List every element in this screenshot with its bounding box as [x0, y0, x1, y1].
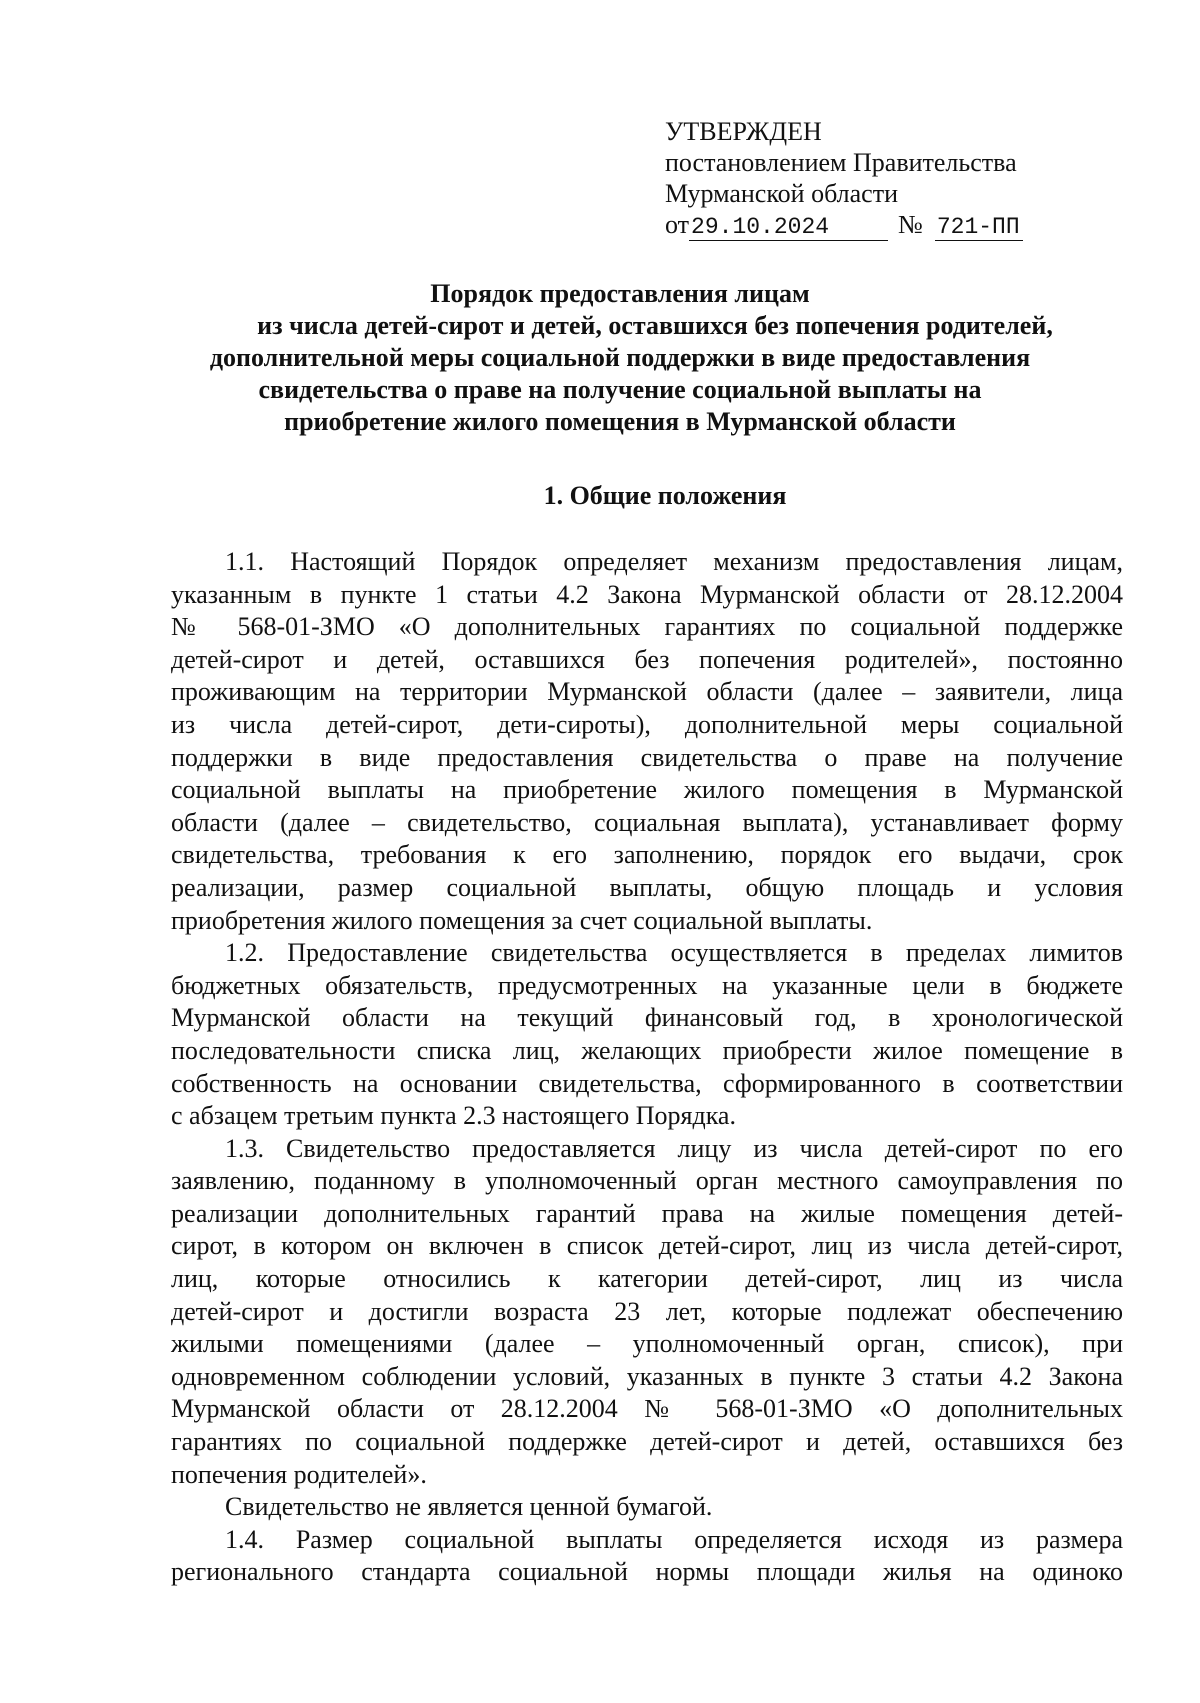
body-line: поддержки в виде предоставления свидетельства о праве на получение	[171, 742, 1123, 772]
body-line: № 568-01-ЗМО «О дополнительных гарантиях по социальной поддержке	[171, 612, 1123, 642]
body-line: из числа детей-сирот, дети-сироты), дополнительной меры социальной	[171, 709, 1123, 739]
approval-date: 29.10.2024	[689, 214, 888, 241]
title-line: из числа детей-сирот и детей, оставшихся без попечения родителей,	[257, 311, 1053, 340]
body-line: проживающим на территории Мурманской области (далее – заявители, лица	[171, 677, 1123, 707]
body-line: 1.1. Настоящий Порядок определяет механизм предоставления лицам,	[225, 547, 1123, 576]
body-line: реализации дополнительных гарантий права на жилые помещения детей-	[171, 1198, 1123, 1228]
approval-date-line	[665, 209, 1085, 241]
body-line: попечения родителей».	[171, 1459, 427, 1489]
body-line: лиц, которые относились к категории детей-сирот, лиц из числа	[171, 1264, 1123, 1294]
body-line: указанным в пункте 1 статьи 4.2 Закона Мурманской области от 28.12.2004	[171, 579, 1123, 609]
document-title	[170, 278, 1070, 438]
approval-heading: УТВЕРЖДЕН	[665, 117, 822, 146]
approval-line-2: Мурманской области	[665, 179, 898, 208]
body-line: сирот, в котором он включен в список детей-сирот, лиц из числа детей-сирот,	[171, 1231, 1123, 1261]
body-line: детей-сирот и достигли возраста 23 лет, которые подлежат обеспечению	[171, 1296, 1123, 1326]
number-sign: №	[898, 210, 923, 239]
title-line: свидетельства о праве на получение социальной выплаты на	[258, 375, 982, 404]
title-line: дополнительной меры социальной поддержки в виде предоставления	[209, 343, 1031, 372]
body-line: заявлению, поданному в уполномоченный орган местного самоуправления по	[171, 1166, 1123, 1196]
body-line: одновременном соблюдении условий, указанных в пункте 3 статьи 4.2 Закона	[171, 1361, 1123, 1391]
body-line: 1.3. Свидетельство предоставляется лицу из числа детей-сирот по его	[225, 1133, 1123, 1163]
body-line: с абзацем третьим пункта 2.3 настоящего Порядка.	[171, 1101, 736, 1131]
approval-line-1: постановлением Правительства	[665, 148, 1017, 177]
body-line: 1.4. Размер социальной выплаты определяется исходя из размера	[225, 1524, 1123, 1554]
approval-number: 721-ПП	[935, 214, 1023, 241]
body-line: собственность на основании свидетельства, сформированного в соответствии	[171, 1068, 1123, 1098]
section-heading: 1. Общие положения	[543, 481, 787, 510]
body-line: 1.2. Предоставление свидетельства осуществляется в пределах лимитов	[225, 938, 1123, 968]
body-line: регионального стандарта социальной нормы площади жилья на одиноко	[171, 1557, 1123, 1587]
body-line: Мурманской области на текущий финансовый год, в хронологической	[171, 1003, 1123, 1033]
title-line: Порядок предоставления лицам	[430, 279, 810, 308]
body-line: бюджетных обязательств, предусмотренных на указанные цели в бюджете	[171, 970, 1123, 1000]
body-line: социальной выплаты на приобретение жилого помещения в Мурманской	[171, 775, 1123, 805]
date-prefix: от	[665, 210, 690, 239]
body-line: области (далее – свидетельство, социальная выплата), устанавливает форму	[171, 807, 1123, 837]
body-line: последовательности списка лиц, желающих приобрести жилое помещение в	[171, 1035, 1123, 1065]
body-line: реализации, размер социальной выплаты, общую площадь и условия	[171, 872, 1123, 902]
title-line: приобретение жилого помещения в Мурманской области	[284, 407, 956, 436]
approval-block	[665, 116, 1085, 241]
document-body	[171, 546, 1123, 1589]
body-line: Свидетельство не является ценной бумагой.	[225, 1492, 713, 1522]
body-line: детей-сирот и детей, оставшихся без попечения родителей», постоянно	[171, 644, 1123, 674]
body-line: Мурманской области от 28.12.2004 № 568-01-ЗМО «О дополнительных	[171, 1394, 1123, 1424]
body-line: свидетельства, требования к его заполнению, порядок его выдачи, срок	[171, 840, 1123, 870]
body-line: жилыми помещениями (далее – уполномоченный орган, список), при	[171, 1329, 1123, 1359]
body-line: приобретения жилого помещения за счет социальной выплаты.	[171, 905, 873, 935]
body-line: гарантиях по социальной поддержке детей-сирот и детей, оставшихся без	[171, 1427, 1123, 1457]
